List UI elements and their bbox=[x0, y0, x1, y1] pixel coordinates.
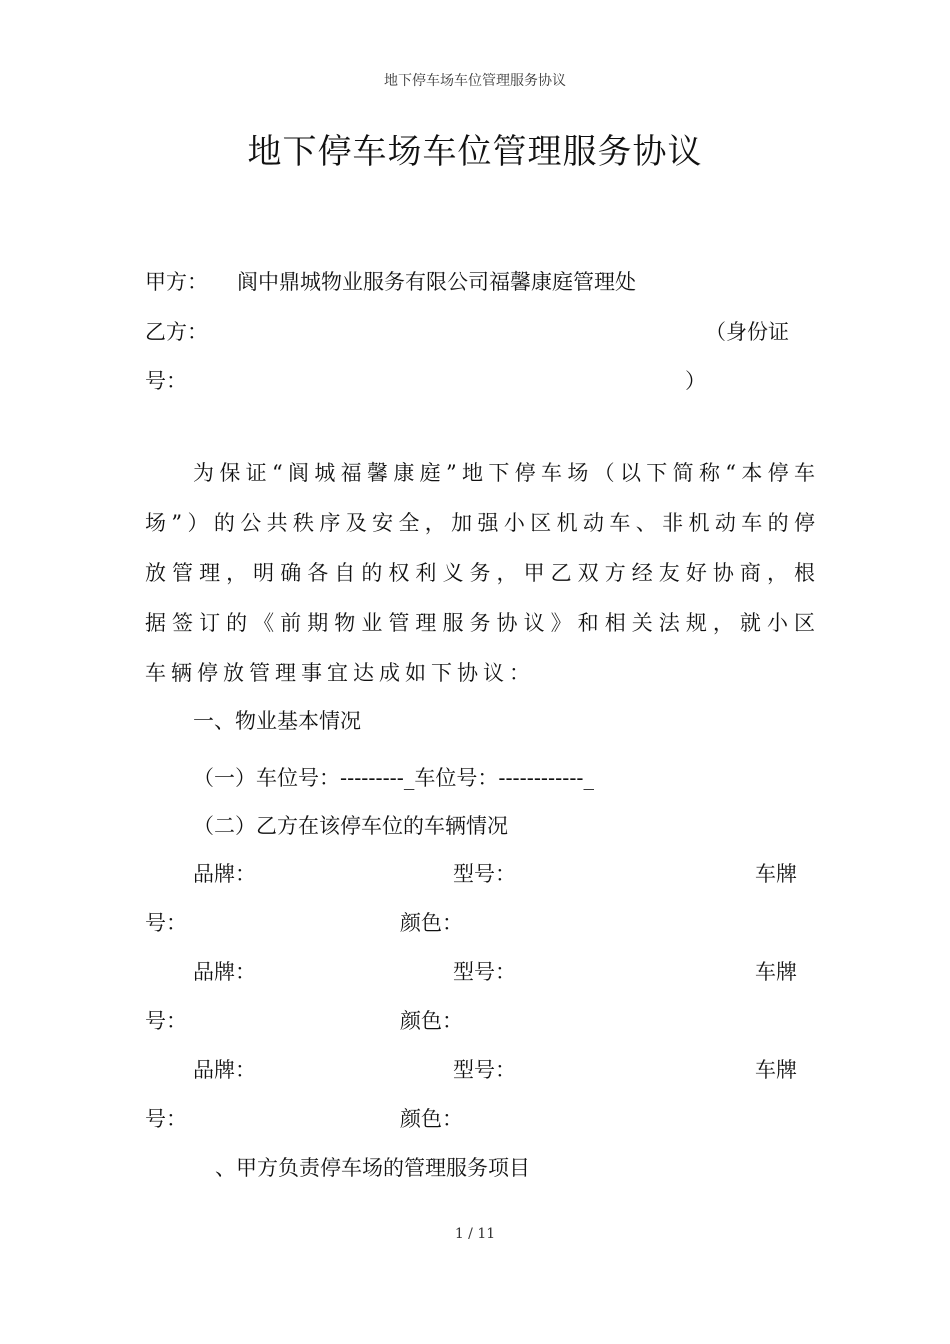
party-a-name: 阆中鼎城物业服务有限公司福馨康庭管理处 bbox=[237, 270, 636, 294]
id-number-label: （身份证 bbox=[705, 320, 789, 344]
vehicle-3-plate-label: 车牌 bbox=[755, 1058, 797, 1082]
id-number-close: ） bbox=[685, 369, 706, 393]
vehicle-3-color-label: 颜色： bbox=[400, 1107, 463, 1131]
vehicle-1-brand-label: 品牌： bbox=[193, 862, 256, 886]
vehicle-2-brand-label: 品牌： bbox=[193, 960, 256, 984]
vehicle-1-color-label: 颜色： bbox=[400, 911, 463, 935]
vehicle-1-plate-label: 车牌 bbox=[755, 862, 797, 886]
party-a-label: 甲方： bbox=[145, 270, 208, 294]
intro-paragraph: 为保证“阆城福馨康庭”地下停车场（以下简称“本停车场”）的公共秩序及安全，加强小区机动车、非机动车的停放管理，明确各自的权利义务，甲乙双方经友好协商，根据签订的《前期物业管理服务协议》和相关法规，就小区车辆停放管理事宜达成如下协议： bbox=[145, 461, 820, 685]
parking-space-numbers: （一）车位号：---------_车位号：------------_ bbox=[193, 766, 595, 790]
vehicle-2-model-label: 型号： bbox=[453, 960, 516, 984]
section-2-heading: 、甲方负责停车场的管理服务项目 bbox=[215, 1156, 530, 1180]
vehicle-3-brand-label: 品牌： bbox=[193, 1058, 256, 1082]
document-title: 地下停车场车位管理服务协议 bbox=[247, 132, 703, 172]
id-number-label-cont: 号： bbox=[145, 369, 187, 393]
page-number: 1 / 11 bbox=[454, 1226, 496, 1242]
vehicles-heading: （二）乙方在该停车位的车辆情况 bbox=[193, 814, 508, 838]
vehicle-3-model-label: 型号： bbox=[453, 1058, 516, 1082]
vehicle-1-plate-label-cont: 号： bbox=[145, 911, 187, 935]
page-header: 地下停车场车位管理服务协议 bbox=[384, 73, 566, 89]
section-1-heading: 一、物业基本情况 bbox=[193, 709, 361, 733]
vehicle-2-plate-label: 车牌 bbox=[755, 960, 797, 984]
vehicle-3-plate-label-cont: 号： bbox=[145, 1107, 187, 1131]
party-b-label: 乙方： bbox=[145, 320, 208, 344]
vehicle-2-color-label: 颜色： bbox=[400, 1009, 463, 1033]
vehicle-1-model-label: 型号： bbox=[453, 862, 516, 886]
vehicle-2-plate-label-cont: 号： bbox=[145, 1009, 187, 1033]
